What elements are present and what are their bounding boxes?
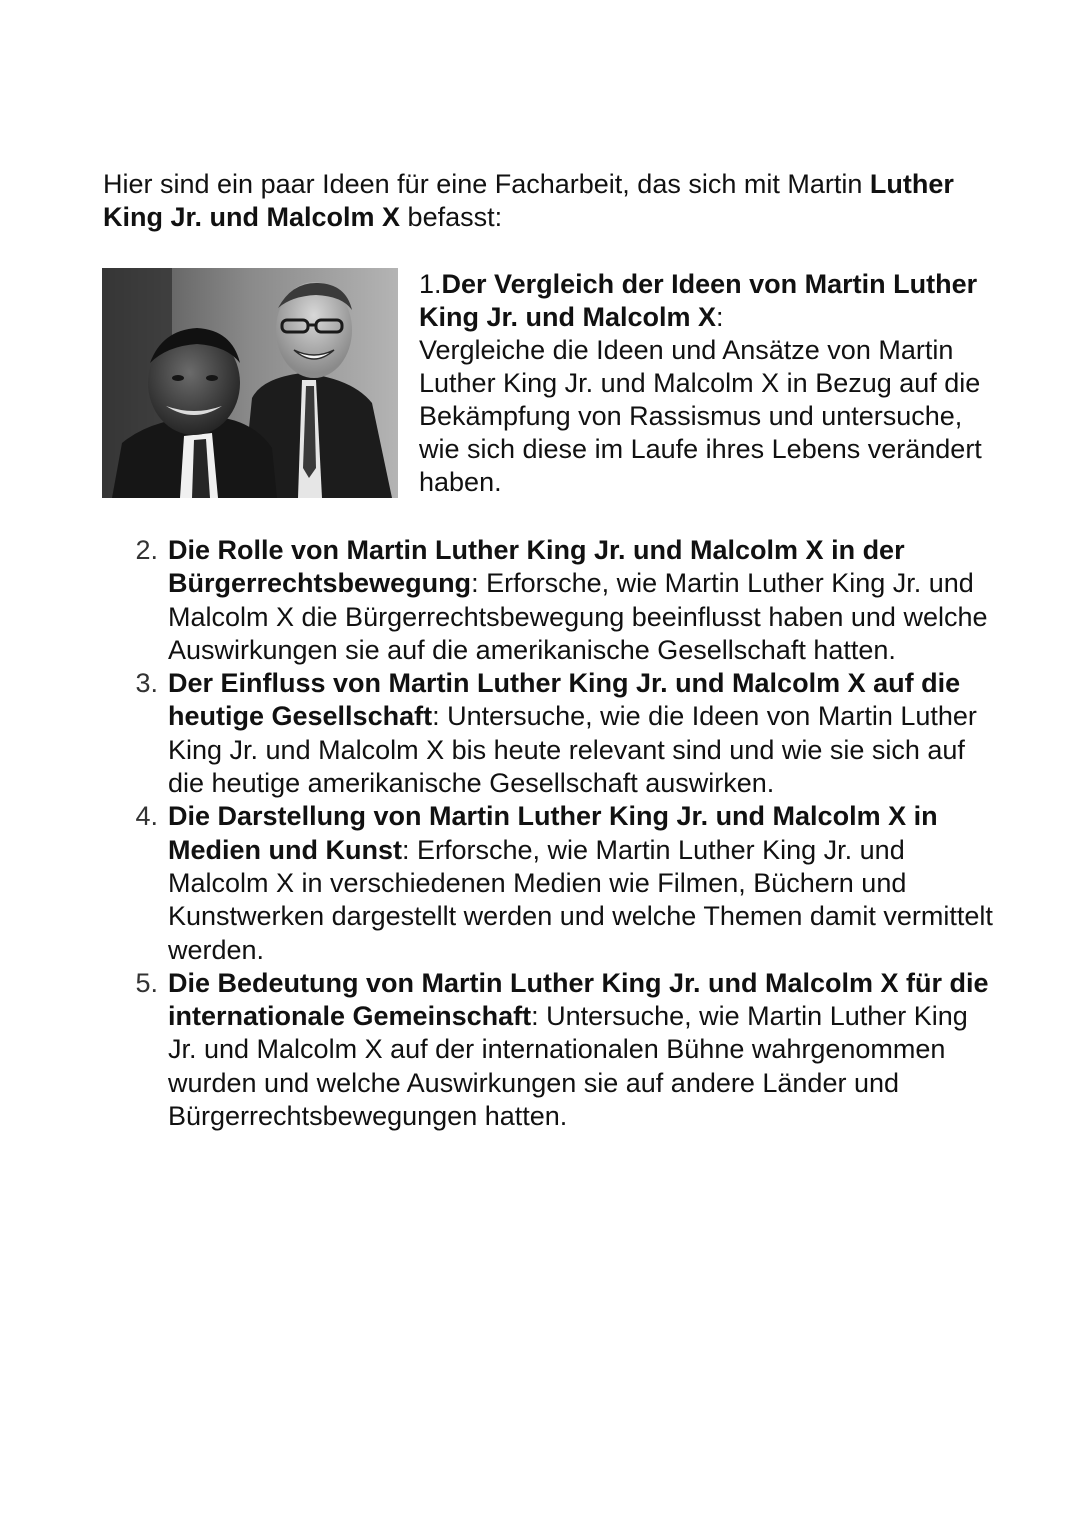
idea-item-2 xyxy=(135,534,998,667)
idea-title-2: Die Rolle von Martin Luther King Jr. und Malcolm X in der Bürgerrechtsbewegung xyxy=(168,535,905,599)
photo-illustration xyxy=(102,268,398,498)
idea-title-1: Der Vergleich der Ideen von Martin Luther King Jr. und Malcolm X xyxy=(419,269,978,332)
photo-mlk-malcolm-x xyxy=(102,268,398,498)
intro-paragraph xyxy=(103,168,983,234)
idea-title-3: Der Einfluss von Martin Luther King Jr. und Malcolm X auf die heutige Gesellschaft xyxy=(168,668,961,732)
idea-description-1: Vergleiche die Ideen und Ansätze von Martin Luther King Jr. und Malcolm X in Bezug auf die Bekämpfung von Rassismus und untersuche, wie sich diese im Laufe ihres Lebens verändert haben. xyxy=(419,335,982,497)
idea-description-5: : Untersuche, wie Martin Luther King Jr. und Malcolm X auf der internationalen Bühne wahrgenommen wurden und welche Auswirkungen sie auf andere Länder und Bürgerrechtsbewegungen hatten. xyxy=(168,1001,968,1132)
idea-number-5: 5. xyxy=(135,967,158,998)
intro-text-before: Hier sind ein paar Ideen für eine Facharbeit, das sich mit Martin xyxy=(103,169,870,199)
intro-text-after: befasst: xyxy=(400,202,503,232)
idea-description-2: : Erforsche, wie Martin Luther King Jr. und Malcolm X die Bürgerrechtsbewegung beeinflusst haben und welche Auswirkungen sie auf die amerikanische Gesellschaft hatten. xyxy=(168,568,988,665)
idea-number-3: 3. xyxy=(135,668,158,699)
idea-number-1: 1. xyxy=(419,269,442,299)
idea-description-4: : Erforsche, wie Martin Luther King Jr. und Malcolm X in verschiedenen Medien wie Filmen, Büchern und Kunstwerken dargestellt werden und welche Themen damit vermittelt werden. xyxy=(168,834,993,965)
idea-description-3: : Untersuche, wie die Ideen von Martin Luther King Jr. und Malcolm X bis heute relevant sind und wie sie sich auf die heutige amerikanische Gesellschaft auswirken. xyxy=(168,701,977,799)
idea-title-5: Die Bedeutung von Martin Luther King Jr. und Malcolm X für die internationale Gemeinschaft xyxy=(168,967,989,1032)
idea-title-4: Die Darstellung von Martin Luther King Jr. und Malcolm X in Medien und Kunst xyxy=(168,801,938,865)
idea-item-5 xyxy=(135,967,998,1133)
idea-item-3 xyxy=(135,667,998,800)
idea-number-2: 2. xyxy=(135,535,158,565)
idea-separator-1: : xyxy=(716,302,724,332)
idea-item-4 xyxy=(135,800,998,966)
idea-number-4: 4. xyxy=(135,801,158,832)
ideas-list xyxy=(135,534,998,1133)
intro-names-bold: Luther King Jr. und Malcolm X xyxy=(103,169,954,232)
idea-item-1 xyxy=(419,268,999,499)
